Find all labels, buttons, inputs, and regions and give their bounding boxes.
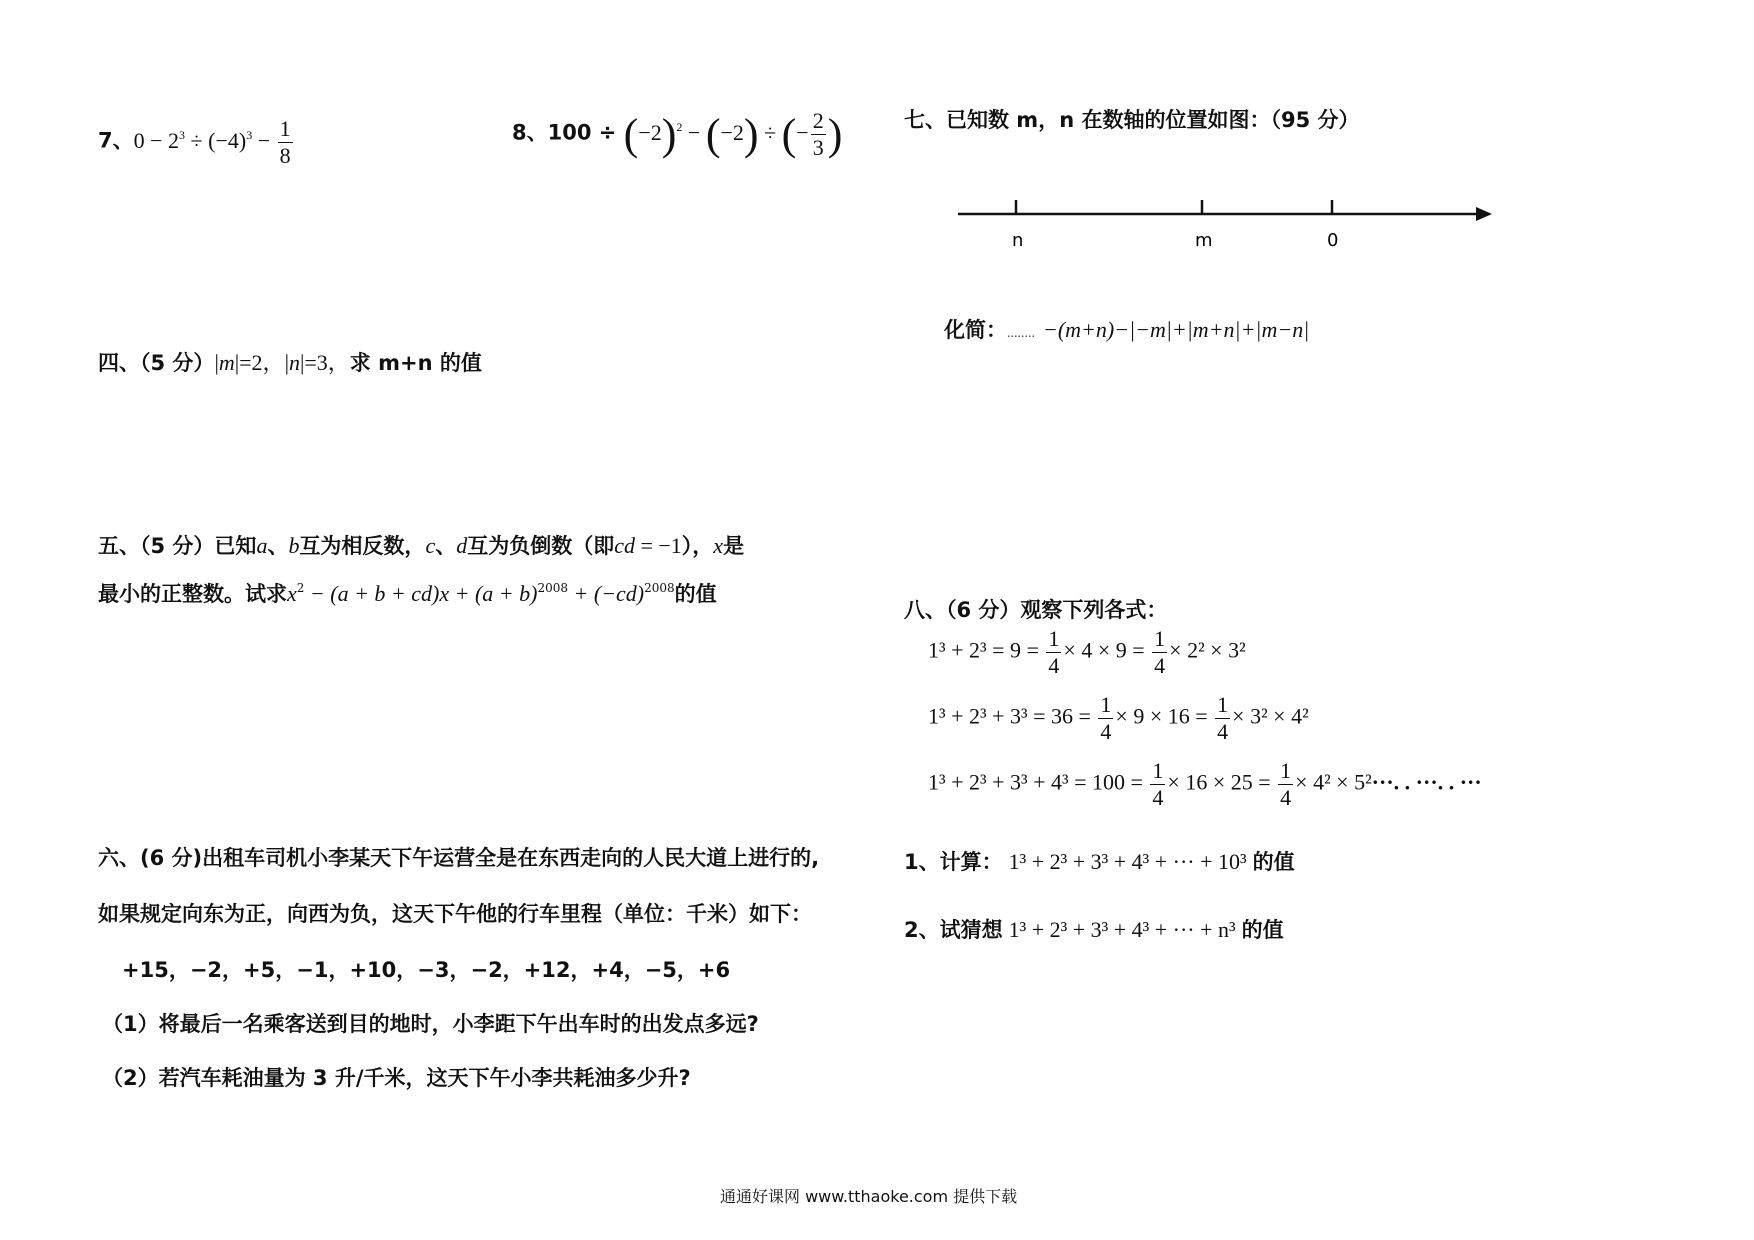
label-m: m xyxy=(1195,230,1213,251)
problem-4 xyxy=(98,346,482,377)
problem-6-question-2: （2）若汽车耗油量为 3 升/千米，这天下午小李共耗油多少升? xyxy=(102,1066,691,1090)
problem-5-line-1: 五、（5 分）已知a、b互为相反数，c、d互为负倒数（即cd = −1），x是 xyxy=(98,533,745,558)
number-line-arrow xyxy=(1476,207,1492,221)
fraction: $\frac{2}{3}$ xyxy=(812,108,824,160)
problem-6-question-1: （1）将最后一名乘客送到目的地时，小李距下午出车时的出发点多远? xyxy=(102,1012,759,1036)
identity-3: 1³ + 2³ + 3³ + 4³ = 100 = $\frac{1}{4}$ × 16 × 25 = $\frac{1}{4}$ × 4² × 5²···. . ···. . ··· xyxy=(928,758,1482,810)
problem-6-line-2: 如果规定向东为正，向西为负，这天下午他的行车里程（单位：千米）如下： xyxy=(98,902,812,926)
problem-5-line-2: 最小的正整数。试求$x^2 - (a + b + cd)x + (a + b)^{2008} + (-cd)^{2008}$的值 xyxy=(98,581,717,606)
identity-1: 1³ + 2³ = 9 = $\frac{1}{4}$ × 4 × 9 = $\frac{1}{4}$ × 2² × 3² xyxy=(928,626,1246,678)
problem-7b-title: 七、已知数 m，n 在数轴的位置如图：（95 分） xyxy=(904,108,1360,132)
problem-4-title: 四、（5 分） xyxy=(98,351,215,375)
mileage-list: +15，−2，+5，−1，+10，−3，−2，+12，+4，−5，+6 xyxy=(122,958,731,982)
problem-8 xyxy=(512,110,842,159)
problem-4-question: 求 m+n 的值 xyxy=(349,351,482,375)
identity-2: 1³ + 2³ + 3³ = 36 = $\frac{1}{4}$ × 9 × 16 = $\frac{1}{4}$ × 3² × 4² xyxy=(928,692,1309,744)
problem-7 xyxy=(98,118,295,167)
problem-7-label: 7、 xyxy=(98,128,134,153)
footer-source: 通通好课网 www.tthaoke.com 提供下载 xyxy=(720,1187,1018,1206)
problem-8-expr: $(-2)^2 - (-2)$ ÷ (− $\frac{2}{3}$ ) xyxy=(623,108,843,160)
problem-6-line-1: 六、(6 分)出租车司机小李某天下午运营全是在东西走向的人民大道上进行的, xyxy=(98,846,820,870)
label-n: n xyxy=(1012,230,1024,251)
number-line xyxy=(950,188,1500,258)
label-zero: 0 xyxy=(1327,230,1339,251)
fraction: $\frac{1}{8}$ xyxy=(279,116,291,168)
task-2: 2、试猜想 1³ + 2³ + 3³ + 4³ + ··· + n³ 的值 xyxy=(904,917,1284,942)
problem-8b-title: 八、（6 分）观察下列各式： xyxy=(904,598,1168,622)
problem-4-expr: |m|=2，|n|=3， xyxy=(214,350,350,375)
simplify-expression: 化简：........ −(m+n)−|−m|+|m+n|+|m−n| xyxy=(944,317,1310,342)
problem-7-expr: $0 - 2^3 \div (-4)^3$ − $\frac{1}{8}$ xyxy=(133,116,291,168)
problem-8-label: 8、100 ÷ xyxy=(512,120,624,145)
task-1: 1、计算： 1³ + 2³ + 3³ + 4³ + ··· + 10³ 的值 xyxy=(904,849,1295,874)
